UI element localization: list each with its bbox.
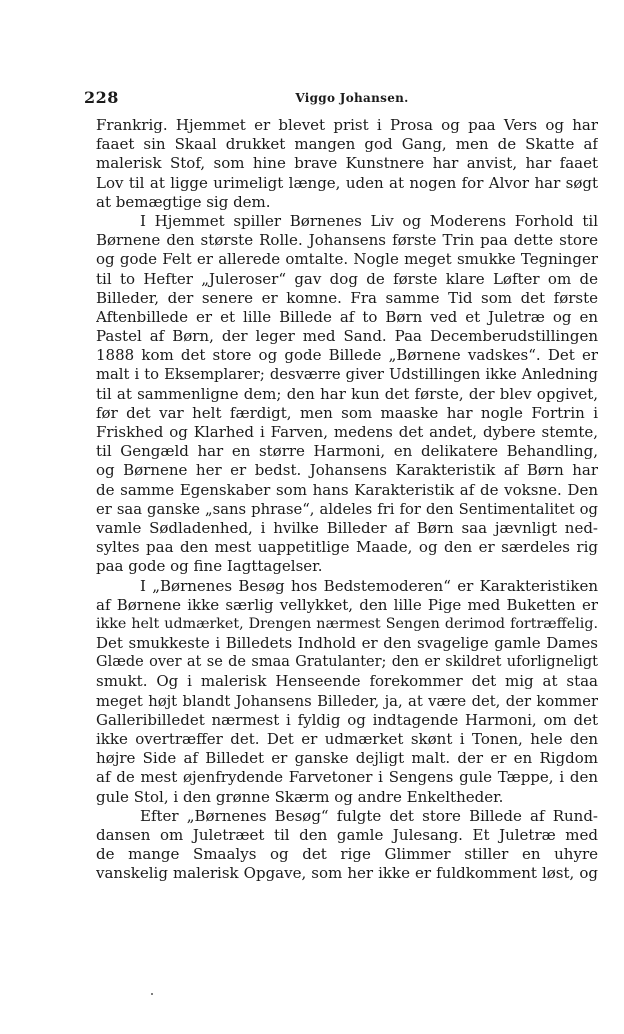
text-line: til to Hefter „Juleroser“ gav dog de første klare Løfter om de (96, 269, 598, 288)
text-line: I „Børnenes Besøg hos Bedstemoderen“ er Karakteristiken (140, 576, 598, 595)
text-line: syltes paa den mest uappetitlige Maade, og den er særdeles rig (96, 538, 598, 557)
text-line: Glæde over at se de smaa Gratulanter; den er skildret uforligneligt (96, 654, 598, 671)
text-line: er saa ganske „sans phrase“, aldeles fri for den Sentimentalitet og (96, 500, 598, 518)
text-line: og Børnene her er bedst. Johansens Karakteristik af Børn har (96, 461, 598, 480)
text-line: Det smukkeste i Billedets Indhold er den svagelige gamle Dames (96, 634, 598, 653)
text-line: meget højt blandt Johansens Billeder, ja, at være det, der kommer (96, 692, 598, 710)
text-line: I Hjemmet spiller Børnenes Liv og Moderens Forhold til (140, 211, 598, 230)
text-line: 1888 kom det store og gode Billede „Børnene vadskes“. Det er (96, 346, 598, 365)
text-line: af Børnene ikke særlig vellykket, den lille Pige med Buketten er (96, 595, 598, 614)
text-line: gule Stol, i den grønne Skærm og andre Enkeltheder. (96, 787, 504, 806)
text-line: vanskelig malerisk Opgave, som her ikke er fuldkomment løst, og (96, 864, 598, 883)
text-line: de mange Smaalys og det rige Glimmer stiller en uhyre (96, 845, 598, 864)
text-line: Galleribilledet nærmest i fyldig og indtagende Harmoni, om det (96, 710, 598, 729)
text-line: vamle Sødladenhed, i hvilke Billeder af Børn saa jævnligt ned- (96, 518, 598, 537)
text-line: Lov til at ligge urimeligt længe, uden at nogen for Alvor har søgt (96, 173, 598, 192)
text-line: højre Side af Billedet er ganske dejligt malt. der er en Rigdom (96, 749, 598, 768)
text-line: malt i to Eksemplarer; desværre giver Udstillingen ikke Anledning (96, 366, 598, 384)
text-line: og gode Felt er allerede omtalte. Nogle meget smukke Tegninger (96, 250, 598, 269)
text-line: at bemægtige sig dem. (96, 192, 271, 211)
text-line: Friskhed og Klarhed i Farven, medens det andet, dybere stemte, (96, 423, 598, 441)
page-number: 228 (84, 88, 119, 107)
text-line: til Gengæld har en større Harmoni, en delikatere Behandling, (96, 442, 598, 461)
ink-speck (151, 993, 153, 995)
text-line: Efter „Børnenes Besøg“ fulgte det store Billede af Rund- (140, 806, 598, 825)
text-line: dansen om Juletræet til den gamle Julesang. Et Juletræ med (96, 825, 598, 844)
text-line: smukt. Og i malerisk Henseende forekommer det mig at staa (96, 672, 598, 691)
text-line: Billeder, der senere er komne. Fra samme Tid som det første (96, 288, 598, 307)
text-line: Aftenbillede er et lille Billede af to Børn ved et Juletræ og en (96, 307, 598, 326)
text-line: Pastel af Børn, der leger med Sand. Paa Decemberudstillingen (96, 327, 598, 346)
text-line: Frankrig. Hjemmet er blevet prist i Prosa og paa Vers og har (96, 116, 598, 134)
text-line: til at sammenligne dem; den har kun det første, der blev opgivet, (96, 384, 598, 403)
text-line: faaet sin Skaal drukket mangen god Gang, men de Skatte af (96, 135, 598, 154)
running-title: Viggo Johansen. (295, 91, 409, 105)
text-line: af de mest øjenfrydende Farvetoner i Sengens gule Tæppe, i den (96, 768, 598, 787)
body-text (96, 116, 598, 884)
text-line: paa gode og fine Iagttagelser. (96, 557, 323, 576)
text-line: malerisk Stof, som hine brave Kunstnere har anvist, har faaet (96, 154, 598, 173)
text-line: før det var helt færdigt, men som maaske har nogle Fortrin i (96, 403, 598, 422)
text-line: de samme Egenskaber som hans Karakteristik af de voksne. Den (96, 480, 598, 499)
text-line: ikke overtræffer det. Det er udmærket skønt i Tonen, hele den (96, 730, 598, 748)
text-line: Børnene den største Rolle. Johansens første Trin paa dette store (96, 231, 598, 250)
text-line: ikke helt udmærket, Drengen nærmest Sengen derimod fortræffelig. (96, 615, 598, 632)
